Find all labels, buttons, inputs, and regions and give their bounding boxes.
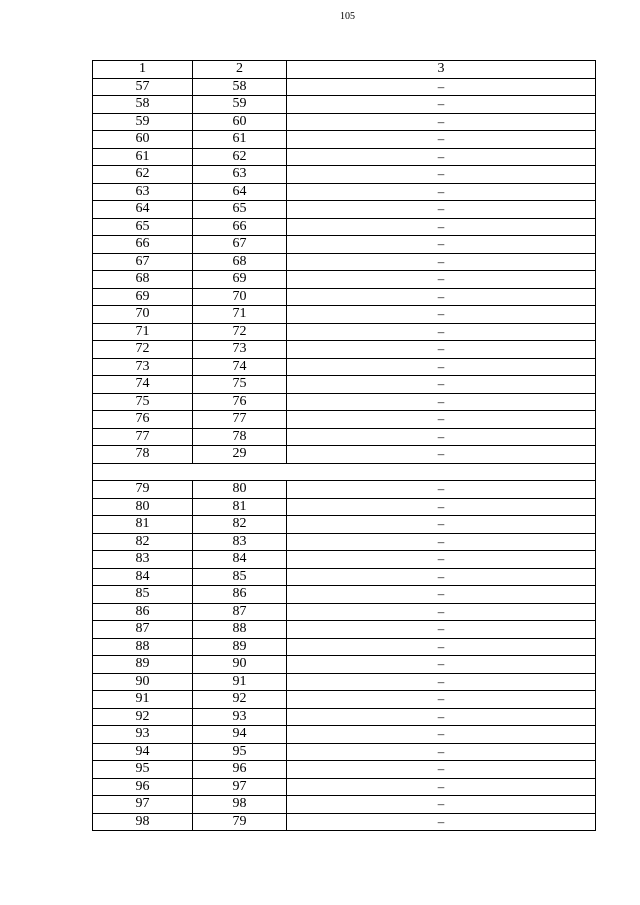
column-header-3: 3 [287,61,596,79]
table-cell-col-1: 84 [93,568,193,586]
table-cell-col-3: – [287,148,596,166]
table-cell-col-3: – [287,271,596,289]
table-cell-col-2: 82 [193,516,287,534]
table-cell-col-1: 74 [93,376,193,394]
table-cell-col-3: – [287,236,596,254]
table-cell-col-1: 65 [93,218,193,236]
table-cell-col-1: 88 [93,638,193,656]
table-cell-col-3: – [287,201,596,219]
table-row [93,358,596,376]
table-cell-col-3: – [287,253,596,271]
table-cell-col-2: 84 [193,551,287,569]
page-number: 105 [340,11,355,22]
table-row [93,236,596,254]
table-cell-col-2: 77 [193,411,287,429]
table-cell-col-2: 92 [193,691,287,709]
table-cell-col-3: – [287,113,596,131]
table-cell-col-2: 63 [193,166,287,184]
table-cell-col-3: – [287,533,596,551]
table-cell-col-1: 57 [93,78,193,96]
table-cell-col-2: 93 [193,708,287,726]
table-cell-col-1: 81 [93,516,193,534]
table-cell-col-3: – [287,726,596,744]
table-cell-col-1: 71 [93,323,193,341]
table-cell-col-2: 76 [193,393,287,411]
table-row [93,778,596,796]
table-row [93,673,596,691]
table-cell-col-1: 62 [93,166,193,184]
table-cell-col-1: 87 [93,621,193,639]
table-cell-col-1: 61 [93,148,193,166]
table-cell-col-3: – [287,691,596,709]
table-cell-col-2: 61 [193,131,287,149]
table-body [93,61,596,831]
table-cell-col-3: – [287,428,596,446]
table-row [93,113,596,131]
table-cell-col-1: 69 [93,288,193,306]
table-row [93,481,596,499]
table-cell-col-1: 79 [93,481,193,499]
table-cell-col-2: 66 [193,218,287,236]
table-cell-col-1: 70 [93,306,193,324]
table-cell-col-2: 70 [193,288,287,306]
table-cell-col-2: 80 [193,481,287,499]
group-separator-cell [93,463,596,481]
column-header-2: 2 [193,61,287,79]
table-cell-col-2: 74 [193,358,287,376]
table-cell-col-1: 92 [93,708,193,726]
table-cell-col-2: 88 [193,621,287,639]
table-cell-col-3: – [287,166,596,184]
table-row [93,691,596,709]
table-cell-col-3: – [287,358,596,376]
table-cell-col-3: – [287,218,596,236]
table-cell-col-2: 68 [193,253,287,271]
table-row [93,201,596,219]
table-row [93,446,596,464]
table-row [93,551,596,569]
table-cell-col-2: 64 [193,183,287,201]
table-cell-col-1: 83 [93,551,193,569]
table-cell-col-3: – [287,131,596,149]
table-cell-col-3: – [287,708,596,726]
table-row [93,131,596,149]
table-cell-col-1: 72 [93,341,193,359]
table-row [93,726,596,744]
table-row [93,428,596,446]
table-cell-col-2: 67 [193,236,287,254]
table-cell-col-2: 95 [193,743,287,761]
table-row [93,271,596,289]
table-cell-col-1: 95 [93,761,193,779]
table-cell-col-3: – [287,673,596,691]
table-cell-col-2: 65 [193,201,287,219]
table-row [93,323,596,341]
table-cell-col-1: 82 [93,533,193,551]
table-cell-col-1: 64 [93,201,193,219]
table-cell-col-1: 66 [93,236,193,254]
table-cell-col-3: – [287,778,596,796]
table-cell-col-2: 98 [193,796,287,814]
table-row [93,96,596,114]
table-cell-col-3: – [287,551,596,569]
table-cell-col-3: – [287,288,596,306]
table-cell-col-2: 69 [193,271,287,289]
table-cell-col-2: 96 [193,761,287,779]
table-cell-col-1: 89 [93,656,193,674]
table-cell-col-3: – [287,638,596,656]
table-cell-col-1: 63 [93,183,193,201]
table-cell-col-2: 86 [193,586,287,604]
table-cell-col-2: 81 [193,498,287,516]
table-cell-col-3: – [287,96,596,114]
table-cell-col-3: – [287,376,596,394]
table-row [93,603,596,621]
table-cell-col-1: 60 [93,131,193,149]
table-cell-col-2: 73 [193,341,287,359]
table-row [93,78,596,96]
table-row [93,306,596,324]
column-header-1: 1 [93,61,193,79]
table-row [93,708,596,726]
table-row [93,341,596,359]
table-cell-col-1: 78 [93,446,193,464]
table-row [93,656,596,674]
table-row [93,586,596,604]
table-cell-col-2: 97 [193,778,287,796]
table-cell-col-3: – [287,621,596,639]
table-cell-col-1: 93 [93,726,193,744]
table-cell-col-2: 94 [193,726,287,744]
table-row [93,638,596,656]
table-row [93,218,596,236]
table-cell-col-2: 62 [193,148,287,166]
table-cell-col-1: 75 [93,393,193,411]
table-row [93,516,596,534]
table-cell-col-1: 58 [93,96,193,114]
table-cell-col-3: – [287,568,596,586]
table-row [93,166,596,184]
table-row [93,498,596,516]
table-cell-col-1: 85 [93,586,193,604]
table-row [93,813,596,831]
table-cell-col-1: 76 [93,411,193,429]
table-cell-col-3: – [287,341,596,359]
table-cell-col-2: 87 [193,603,287,621]
table-cell-col-2: 89 [193,638,287,656]
table-cell-col-1: 68 [93,271,193,289]
table-cell-col-3: – [287,813,596,831]
table-cell-col-2: 29 [193,446,287,464]
table-cell-col-3: – [287,656,596,674]
table-cell-col-3: – [287,78,596,96]
table-cell-col-2: 72 [193,323,287,341]
table-cell-col-3: – [287,761,596,779]
table-row [93,183,596,201]
table-cell-col-3: – [287,743,596,761]
table-cell-col-1: 96 [93,778,193,796]
table-cell-col-2: 71 [193,306,287,324]
table-cell-col-2: 85 [193,568,287,586]
group-separator-row [93,463,596,481]
table-row [93,743,596,761]
table-cell-col-1: 67 [93,253,193,271]
table-cell-col-2: 75 [193,376,287,394]
table-row [93,411,596,429]
table-cell-col-3: – [287,323,596,341]
table-cell-col-2: 78 [193,428,287,446]
table-row [93,148,596,166]
table-row [93,376,596,394]
table-cell-col-1: 91 [93,691,193,709]
table-cell-col-3: – [287,516,596,534]
table-cell-col-3: – [287,796,596,814]
table-cell-col-3: – [287,481,596,499]
table-cell-col-3: – [287,586,596,604]
table-cell-col-3: – [287,411,596,429]
table-cell-col-2: 58 [193,78,287,96]
table-row [93,288,596,306]
table-cell-col-1: 77 [93,428,193,446]
table-row [93,761,596,779]
table-cell-col-1: 90 [93,673,193,691]
table-row [93,568,596,586]
table-cell-col-3: – [287,183,596,201]
table-cell-col-2: 90 [193,656,287,674]
table-row [93,796,596,814]
table-cell-col-1: 98 [93,813,193,831]
table-row [93,253,596,271]
table-row [93,533,596,551]
table-cell-col-2: 91 [193,673,287,691]
table-cell-col-3: – [287,446,596,464]
table-cell-col-3: – [287,306,596,324]
table-row [93,393,596,411]
table-cell-col-3: – [287,603,596,621]
table-cell-col-2: 83 [193,533,287,551]
table-cell-col-3: – [287,393,596,411]
data-table [92,60,596,831]
table-cell-col-1: 59 [93,113,193,131]
table-cell-col-2: 60 [193,113,287,131]
table-row [93,621,596,639]
table-cell-col-2: 59 [193,96,287,114]
table-cell-col-1: 73 [93,358,193,376]
table-cell-col-1: 94 [93,743,193,761]
table-cell-col-1: 86 [93,603,193,621]
table-cell-col-1: 80 [93,498,193,516]
table-cell-col-1: 97 [93,796,193,814]
header-row [93,61,596,79]
table-cell-col-3: – [287,498,596,516]
table-cell-col-2: 79 [193,813,287,831]
